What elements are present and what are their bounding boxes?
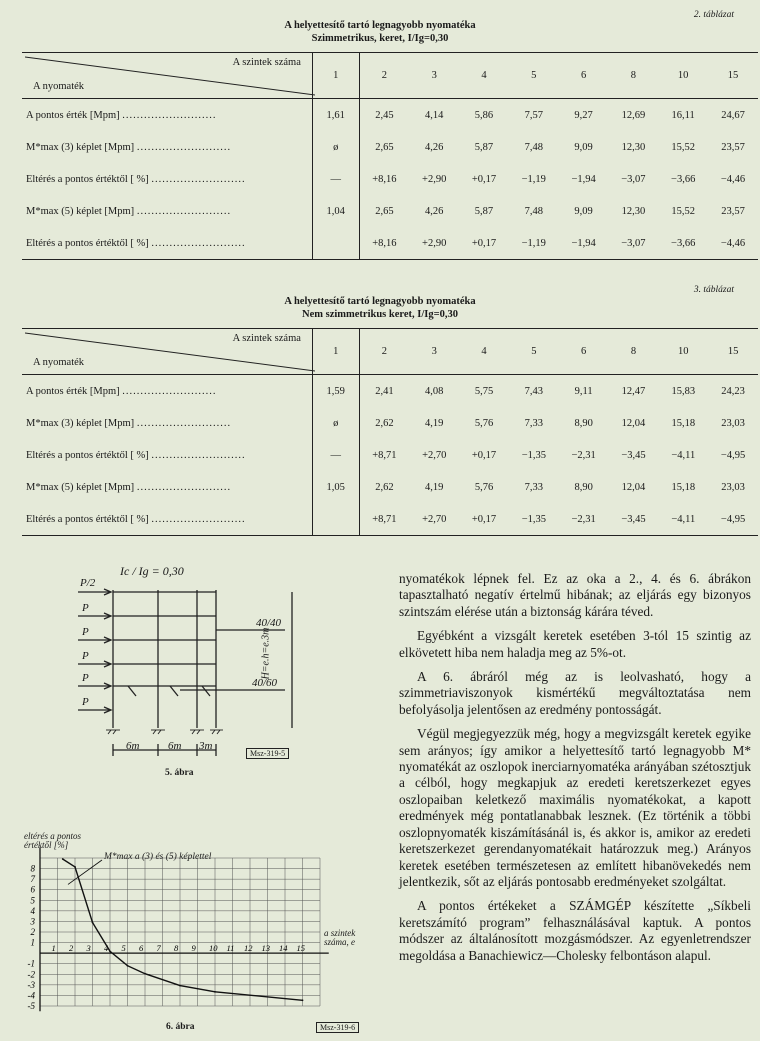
table-cell: 4,14 — [425, 109, 444, 121]
y-tick-label: 2 — [30, 927, 35, 937]
column-header: 4 — [459, 53, 509, 99]
column-header: 10 — [658, 53, 708, 99]
table-row — [22, 131, 758, 163]
table-cell: −4,46 — [708, 227, 758, 260]
y-tick-label: -4 — [27, 990, 35, 1001]
x-tick-label: 1 — [51, 943, 56, 954]
column-header: 8 — [608, 53, 658, 99]
x-tick-label: 6 — [139, 943, 144, 954]
table-row — [22, 439, 758, 471]
table-cell: 23,57 — [721, 141, 745, 153]
table-cell: 4,26 — [425, 141, 444, 153]
fig6-ylabel-2: értéktől [%] — [24, 840, 69, 850]
table-cell: −1,19 — [509, 227, 559, 260]
table-cell — [312, 227, 359, 260]
table-cell: −4,11 — [671, 449, 696, 461]
header-corner — [22, 329, 312, 375]
row-label: Eltérés a pontos értéktől [ %] .......................... — [22, 163, 312, 195]
x-tick-label: 14 — [279, 943, 288, 954]
fig5-code: Msz-319-5 — [246, 748, 289, 759]
x-tick-label: 3 — [86, 943, 91, 954]
table-cell: +8,71 — [359, 503, 409, 536]
x-tick-label: 8 — [174, 943, 179, 954]
table-cell: 12,47 — [621, 385, 646, 397]
y-tick-label: -1 — [27, 958, 35, 969]
table-row — [22, 375, 758, 408]
table-cell: −1,35 — [509, 503, 559, 536]
y-tick-label: 6 — [30, 884, 35, 895]
table-cell: 23,57 — [721, 205, 745, 217]
paragraph: nyomatékok lépnek fel. Ez az oka a 2., 4. és 6. ábrákon tapasztalható negatív értelmű hibának; az eljárás egy bizonyos szintszám elérése után a biztonság kárára téved. — [399, 571, 751, 619]
figure-6 — [18, 826, 378, 1036]
fig5-span-1: 6m — [126, 740, 140, 752]
fig6-caption: 6. ábra — [166, 1022, 195, 1032]
table-cell: — — [312, 439, 359, 471]
fig5-span-2: 6m — [168, 740, 182, 752]
fig6-curve-label: M*max a (3) és (5) képlettel — [104, 852, 212, 862]
fig5-caption: 5. ábra — [165, 768, 194, 778]
table-cell: 9,11 — [574, 385, 593, 397]
data-point — [127, 965, 129, 967]
column-header: 5 — [509, 329, 559, 375]
y-tick-label: 3 — [30, 916, 35, 927]
table-cell: −4,11 — [658, 503, 708, 536]
data-point — [214, 991, 216, 993]
fig5-ratio: Ic / Ig = 0,30 — [120, 564, 184, 578]
y-tick-label: 4 — [30, 905, 35, 916]
data-point — [109, 950, 111, 952]
table-cell: 7,48 — [524, 205, 543, 217]
row-label-text: M*max (5) képlet [Mpm] — [26, 481, 135, 493]
table-cell: 7,33 — [524, 481, 544, 493]
body-text — [399, 571, 751, 972]
fig5-beam-upper: 40/40 — [256, 617, 282, 629]
fig5-load-label: P — [82, 626, 89, 638]
header-corner — [22, 53, 312, 99]
table-row — [22, 407, 758, 439]
table-row — [22, 503, 758, 536]
error-chart — [18, 826, 378, 1036]
table-cell: −4,95 — [720, 449, 746, 461]
table-cell: +0,17 — [459, 227, 509, 260]
table-cell: 16,11 — [671, 109, 695, 121]
table-cell: +2,70 — [422, 449, 447, 461]
x-tick-label: 13 — [261, 943, 270, 954]
paragraph: A 6. ábráról még az is leolvasható, hogy a szimmetriaviszonyok kismértékű megváltoztatása nem befolyásolja jelentősen az eredmény pontosságát. — [399, 669, 751, 717]
table-cell: 5,76 — [474, 481, 494, 493]
table3-title-line1: A helyettesítő tartó legnagyobb nyomatéka — [284, 296, 476, 307]
table-cell: 23,03 — [721, 417, 745, 429]
row-label-text: M*max (3) képlet [Mpm] — [26, 417, 135, 429]
table-cell: +2,90 — [409, 227, 459, 260]
fig5-load-label: P — [82, 602, 89, 614]
data-point — [144, 973, 146, 975]
table-cell: +8,16 — [359, 227, 409, 260]
table-cell: 5,86 — [474, 109, 494, 121]
table-cell: 15,18 — [671, 481, 696, 493]
table-cell: 1,05 — [312, 471, 359, 503]
fig5-load-label: P — [82, 650, 89, 662]
table-cell: 5,87 — [474, 141, 494, 153]
x-tick-label: 15 — [296, 943, 305, 954]
row-label: A pontos érték [Mpm] .......................... — [22, 375, 312, 408]
column-header: 6 — [559, 329, 609, 375]
table-cell: 8,90 — [574, 417, 593, 429]
table-cell: 24,67 — [721, 109, 745, 121]
table-cell: 7,33 — [524, 417, 544, 429]
table-cell: 2,62 — [375, 417, 394, 429]
data-point — [92, 922, 94, 924]
data-point — [62, 858, 64, 860]
table-cell: −1,94 — [559, 227, 609, 260]
table-cell: 7,57 — [524, 109, 543, 121]
x-tick-label: 5 — [121, 943, 126, 954]
table-row — [22, 227, 758, 260]
table-cell: 12,69 — [621, 109, 646, 121]
data-line — [63, 859, 303, 1000]
table-cell: ø — [312, 131, 359, 163]
x-tick-label: 2 — [69, 943, 74, 954]
table-cell: 23,03 — [721, 481, 745, 493]
table-cell: −3,45 — [609, 503, 659, 536]
column-header: 3 — [409, 53, 459, 99]
table-cell: 5,87 — [474, 205, 494, 217]
table-cell: ø — [312, 407, 359, 439]
row-label-text: Eltérés a pontos értéktől [ %] — [26, 513, 149, 525]
table2-title-line2: Szimmetrikus, keret, I/Ig=0,30 — [311, 33, 449, 44]
fig5-beam-lower: 40/60 — [252, 677, 278, 689]
table-cell: 15,83 — [671, 385, 696, 397]
x-tick-label: 12 — [244, 943, 253, 954]
column-header: 15 — [708, 53, 758, 99]
fig5-load-label: P — [82, 696, 89, 708]
table-cell: 12,04 — [621, 481, 646, 493]
y-tick-label: -3 — [27, 979, 35, 990]
table-cell: 4,19 — [425, 481, 444, 493]
y-tick-label: 5 — [30, 895, 35, 906]
row-label-text: Eltérés a pontos értéktől [ %] — [26, 173, 149, 185]
table-cell: −3,66 — [658, 227, 708, 260]
fig6-xlabel-1: a szintek — [324, 928, 356, 938]
fig5-span-3: 3m — [199, 740, 213, 752]
table-cell: 12,30 — [621, 205, 646, 217]
table-cell — [312, 503, 359, 536]
table-cell: 12,04 — [621, 417, 646, 429]
table-cell: — — [312, 163, 359, 195]
data-point — [74, 866, 76, 868]
table2-title-line1: A helyettesítő tartó legnagyobb nyomatéka — [284, 20, 476, 31]
table-cell: 15,52 — [671, 205, 695, 217]
column-header: 5 — [509, 53, 559, 99]
row-label-text: A pontos érték [Mpm] — [26, 109, 120, 121]
column-header: 2 — [359, 53, 409, 99]
table-row — [22, 99, 758, 132]
table-cell: 9,09 — [574, 141, 593, 153]
x-tick-label: 9 — [191, 943, 196, 954]
y-tick-label: 8 — [30, 863, 35, 874]
table-cell: 9,09 — [574, 205, 593, 217]
row-label: M*max (5) képlet [Mpm] .......................... — [22, 471, 312, 503]
table-cell: 1,04 — [312, 195, 359, 227]
table-cell: −1,35 — [521, 449, 546, 461]
row-label: A pontos érték [Mpm] .......................... — [22, 99, 312, 132]
y-tick-label: 1 — [30, 937, 35, 948]
y-tick-label: 7 — [30, 874, 35, 885]
table-cell: −1,94 — [571, 173, 596, 185]
table3-title-line2: Nem szimmetrikus keret, I/Ig=0,30 — [302, 309, 458, 320]
table-cell: 2,65 — [375, 205, 394, 217]
table-cell: 2,65 — [375, 141, 394, 153]
row-label: Eltérés a pontos értéktől [ %] .......................... — [22, 227, 312, 260]
header-moment: A nyomaték — [33, 81, 85, 92]
table-cell: 5,76 — [474, 417, 494, 429]
row-label: M*max (3) képlet [Mpm] .......................... — [22, 407, 312, 439]
table-cell: −2,31 — [571, 449, 596, 461]
fig5-height: H=e.h=e.3m — [260, 627, 272, 680]
table-cell: 4,19 — [425, 417, 444, 429]
column-header: 8 — [609, 329, 659, 375]
table-cell: 12,30 — [621, 141, 646, 153]
table-cell: −3,07 — [608, 227, 658, 260]
y-tick-label: -2 — [27, 969, 35, 980]
header-moment: A nyomaték — [33, 357, 85, 368]
table-cell: 9,27 — [574, 109, 593, 121]
fig6-code: Msz-319-6 — [316, 1022, 359, 1033]
fig5-load-top: P/2 — [80, 577, 96, 589]
table-cell: 8,90 — [574, 481, 593, 493]
table-cell: 7,43 — [524, 385, 544, 397]
row-label: M*max (5) képlet [Mpm] .......................... — [22, 195, 312, 227]
table-cell: 5,75 — [474, 385, 494, 397]
table-cell: −4,95 — [708, 503, 758, 536]
table-cell: 2,62 — [375, 481, 394, 493]
table-cell: +0,17 — [471, 449, 497, 461]
table-cell: 15,18 — [671, 417, 696, 429]
table-cell: −3,66 — [671, 173, 696, 185]
table2-title — [200, 19, 560, 45]
x-tick-label: 7 — [156, 943, 161, 954]
table-cell: 7,48 — [524, 141, 543, 153]
row-label-text: Eltérés a pontos értéktől [ %] — [26, 237, 149, 249]
table-cell: +2,90 — [422, 173, 447, 185]
row-label-text: M*max (3) képlet [Mpm] — [26, 141, 135, 153]
paragraph: A pontos értékeket a SZÁMGÉP készítette „Síkbeli keretszámító program” felhasználásával kaptuk. A pontos módszer az általánosított mozgásmódszer. Az egyenletrendszer megoldása a Banachiewicz—Cholesky felbontáson alapul. — [399, 898, 751, 963]
data-point — [179, 985, 181, 987]
table-row — [22, 163, 758, 195]
column-header: 4 — [459, 329, 509, 375]
column-header: 1 — [312, 329, 359, 375]
row-label-text: Eltérés a pontos értéktől [ %] — [26, 449, 149, 461]
row-label-text: M*max (5) képlet [Mpm] — [26, 205, 135, 217]
row-label: Eltérés a pontos értéktől [ %] .......................... — [22, 503, 312, 536]
figure-5 — [70, 560, 310, 790]
column-header: 2 — [359, 329, 409, 375]
table-row — [22, 195, 758, 227]
table-cell: −4,46 — [720, 173, 746, 185]
table3-number: 3. táblázat — [693, 285, 734, 295]
table-cell: +0,17 — [471, 173, 497, 185]
table-cell: −1,19 — [521, 173, 546, 185]
table-cell: 1,59 — [312, 375, 359, 408]
table-cell: 2,41 — [375, 385, 394, 397]
curve-label-leader — [68, 860, 102, 884]
data-point — [302, 999, 304, 1001]
table2 — [22, 52, 758, 260]
row-label: M*max (3) képlet [Mpm] .......................... — [22, 131, 312, 163]
y-tick-label: -5 — [27, 1001, 35, 1011]
fig6-ylabel-1: eltérés a pontos — [24, 831, 81, 841]
table3 — [22, 328, 758, 536]
x-tick-label: 10 — [209, 943, 218, 954]
table-cell: +2,70 — [409, 503, 459, 536]
table-cell: +8,16 — [372, 173, 397, 185]
table-cell: 1,61 — [312, 99, 359, 132]
column-header: 15 — [708, 329, 758, 375]
table-cell: 24,23 — [721, 385, 745, 397]
row-label: Eltérés a pontos értéktől [ %] .......................... — [22, 439, 312, 471]
column-header: 1 — [312, 53, 359, 99]
column-header: 6 — [559, 53, 609, 99]
x-tick-label: 11 — [226, 943, 235, 954]
paragraph: Egyébként a vizsgált keretek esetében 3-tól 15 szintig az elkövetett hiba nem haladja meg az 5%-ot. — [399, 628, 751, 660]
table-row — [22, 471, 758, 503]
paragraph: Végül megjegyezzük még, hogy a megvizsgált keretek egyike sem arányos; így amikor a helyettesítő tartó legnagyobb M* nyomatékát az oszlopok inerciarnyomatéka arányában szétosztjuk a célból, hogy megkapjuk az eredeti keretszerkezet egyes oszlopaiban keletkező maximális nyomatékokat, a kapott eredmények még pontatlanabbak lesznek. (Ez történik a többi oszlopnyomaték kiszámításánál is, és akkor is, amikor az eredeti keretszerkezet gerendanyomatékait határozzuk meg.) Arányos keretek esetében természetesen az említett hibanövekedés nem jelentkezik, sőt az eljárás pontosabb eredményeket szolgáltat. — [399, 726, 751, 889]
header-levels: A szintek száma — [232, 57, 301, 68]
table3-title — [200, 295, 560, 321]
header-levels: A szintek száma — [232, 333, 301, 344]
column-header: 10 — [658, 329, 708, 375]
x-tick-label: 4 — [104, 943, 109, 954]
table-cell: 15,52 — [671, 141, 695, 153]
table-cell: +8,71 — [372, 449, 397, 461]
table-cell: 2,45 — [375, 109, 394, 121]
table-cell: 4,08 — [425, 385, 444, 397]
row-label-text: A pontos érték [Mpm] — [26, 385, 120, 397]
table-cell: −2,31 — [559, 503, 609, 536]
fig5-load-label: P — [82, 672, 89, 684]
table-cell: −3,07 — [621, 173, 646, 185]
table-cell: −3,45 — [621, 449, 646, 461]
table-cell: 4,26 — [425, 205, 444, 217]
fig6-xlabel-2: száma, e — [324, 937, 355, 947]
table-cell: +0,17 — [459, 503, 509, 536]
column-header: 3 — [409, 329, 459, 375]
table2-number: 2. táblázat — [693, 10, 734, 20]
